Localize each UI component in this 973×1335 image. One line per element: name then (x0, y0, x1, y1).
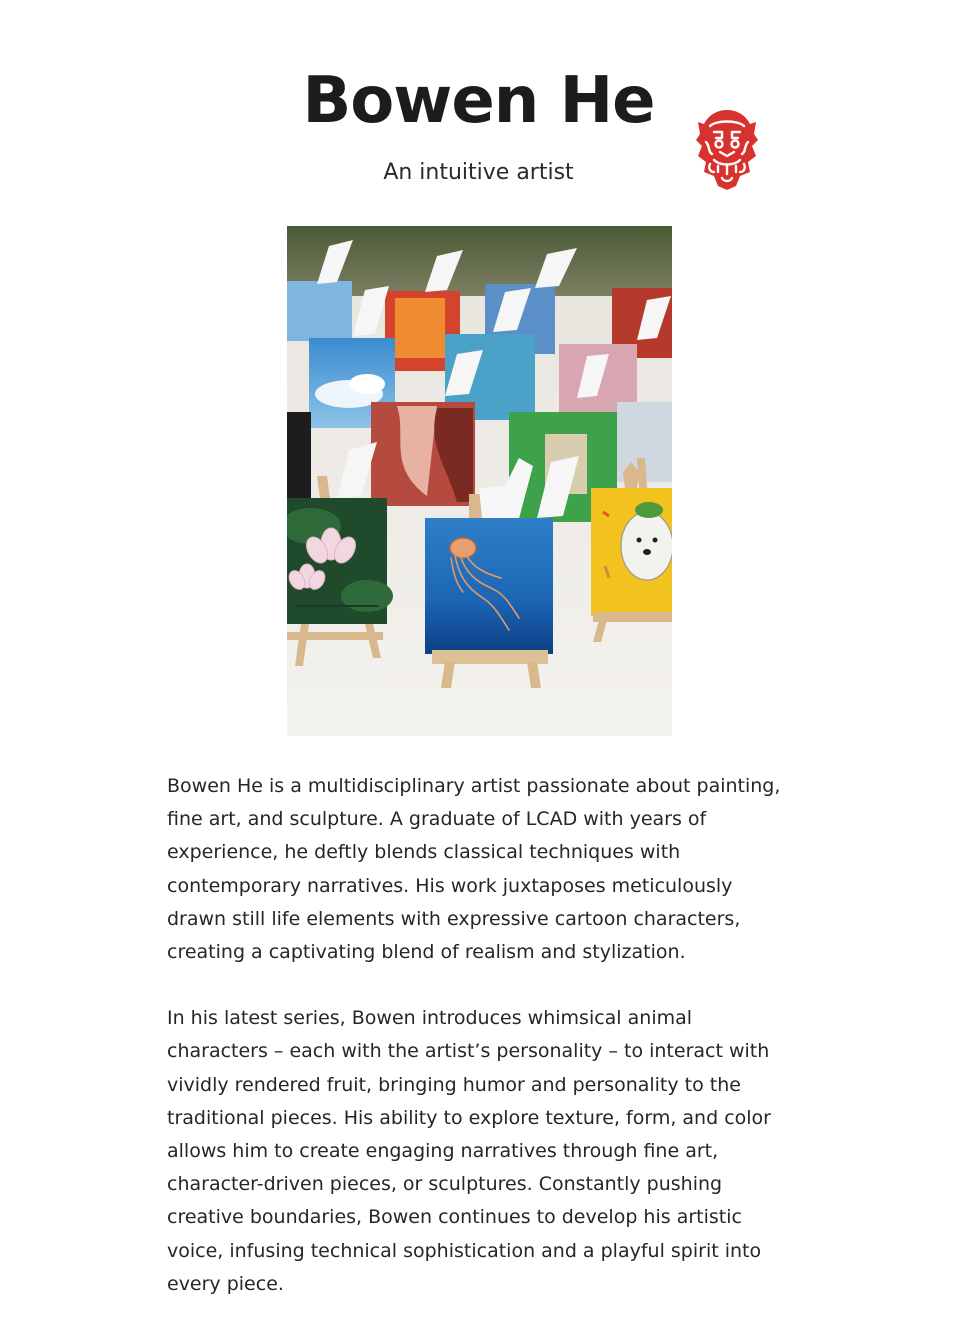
artist-bio (167, 770, 797, 1334)
bio-paragraph: In his latest series, Bowen introduces whimsical animal characters – each with the artist’s personality – to interact with vividly rendered fruit, bringing humor and personality to the traditional pieces. His ability to explore texture, form, and color allows him to create engaging narratives through fine art, character-driven pieces, or sculptures. Constantly pushing creative boundaries, Bowen continues to develop his artistic voice, infusing technical sophistication and a playful spirit into every piece. (167, 1007, 771, 1295)
bio-paragraph: Bowen He is a multidisciplinary artist passionate about painting, fine art, and sculpture. A graduate of LCAD with years of experience, he deftly blends classical techniques with contemporary narratives. His work juxtaposes meticulously drawn still life elements with expressive cartoon characters, creating a captivating blend of realism and stylization. (167, 775, 781, 964)
red-dragon-seal-icon (694, 106, 760, 192)
page-title: Bowen He (302, 64, 655, 138)
page-subtitle: An intuitive artist (383, 160, 574, 185)
artwork-display-photo (287, 226, 672, 736)
